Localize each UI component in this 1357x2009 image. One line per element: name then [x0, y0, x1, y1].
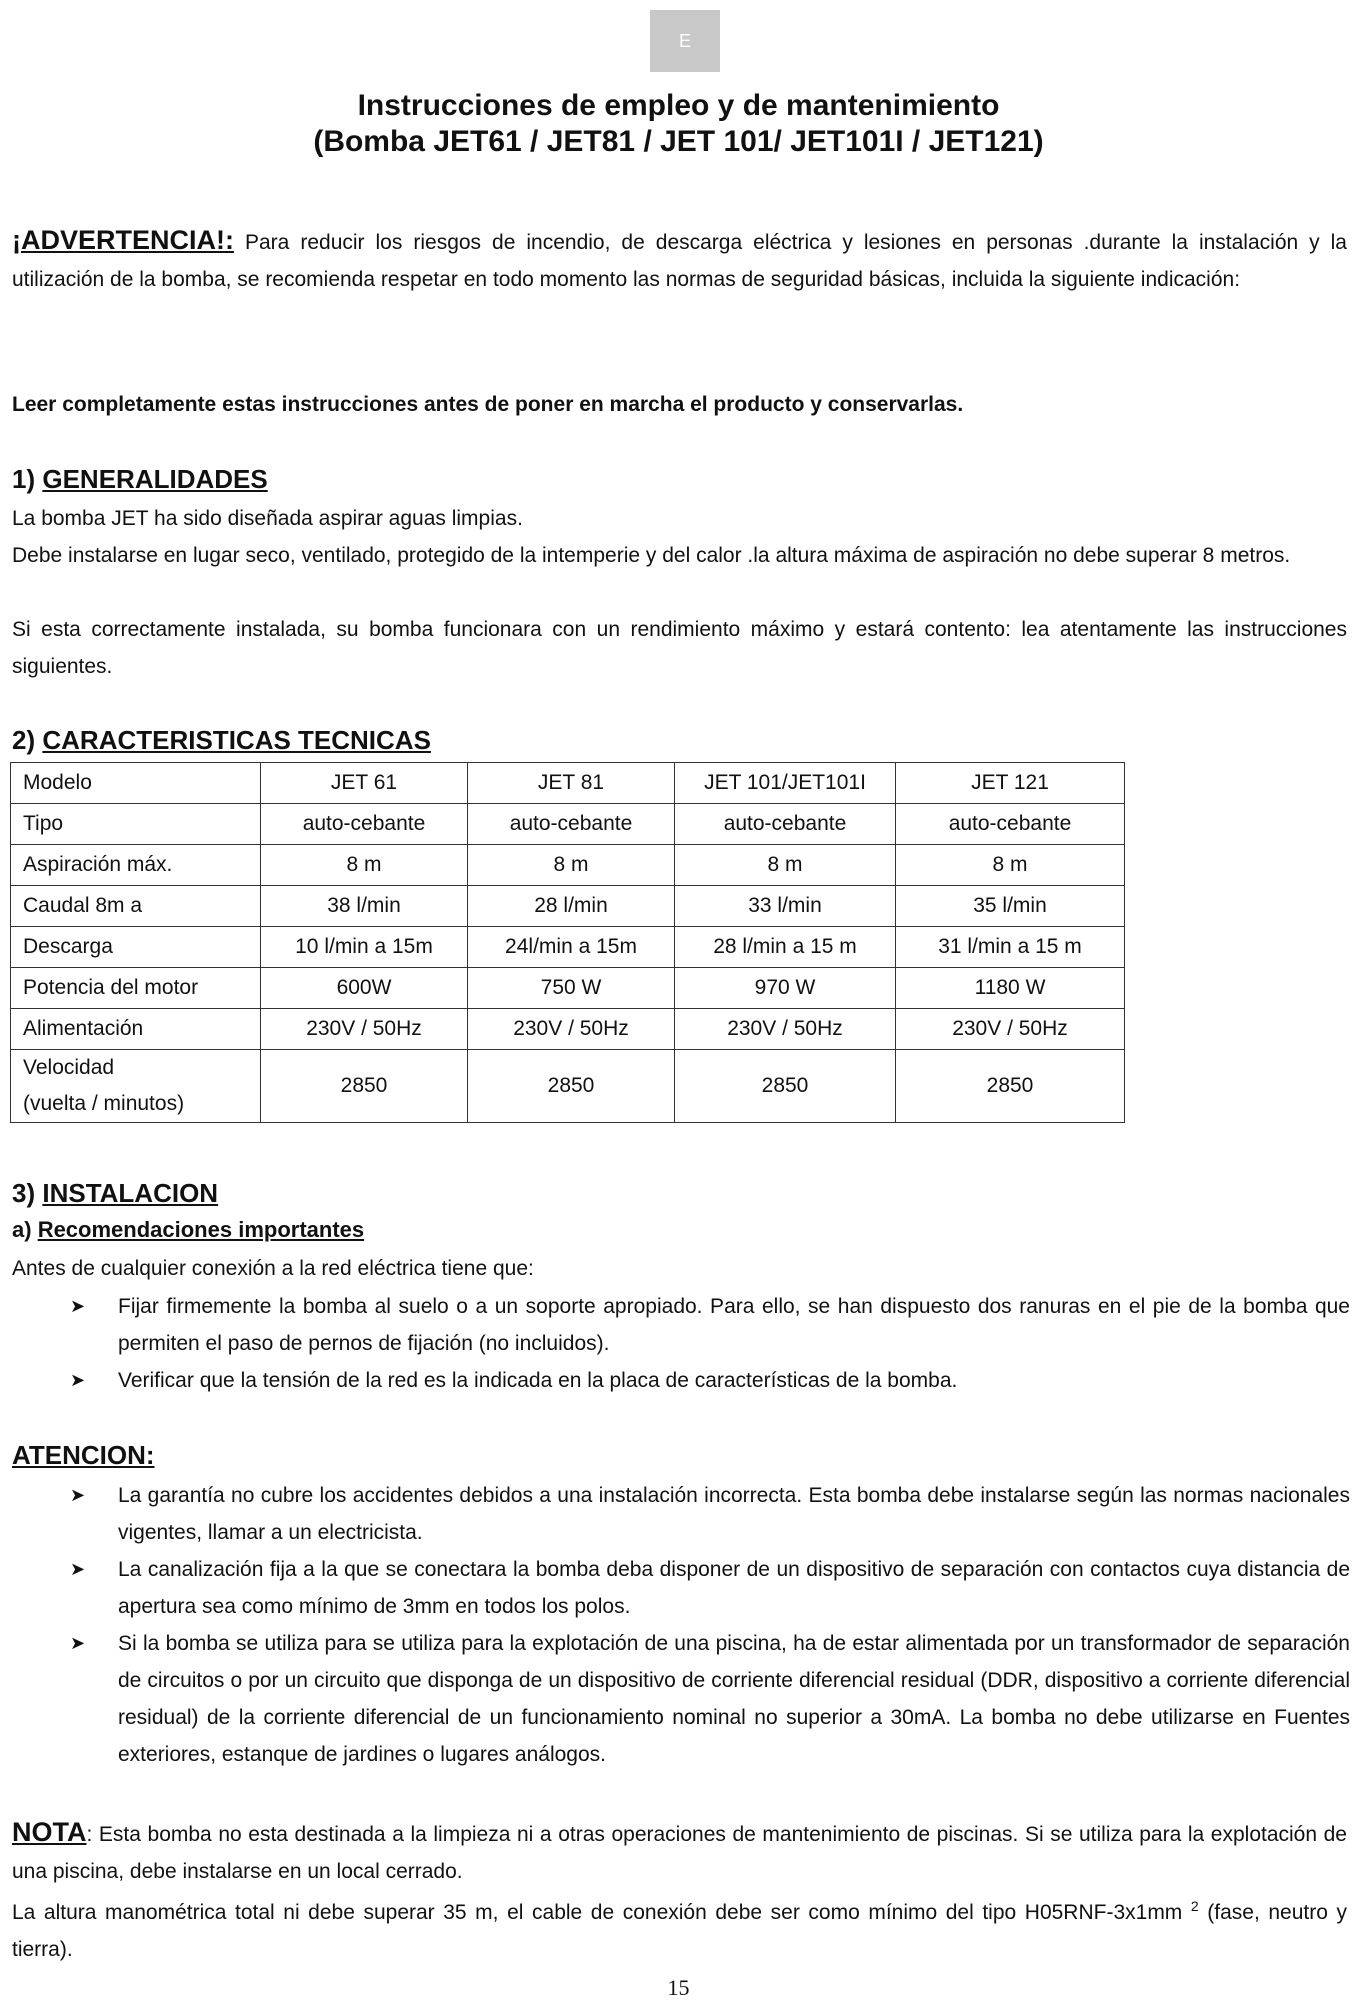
list-item-text: Verificar que la tensión de la red es la indicada en la placa de características de la bomba. [118, 1369, 958, 1392]
nota-cable-text-end: (fase, neutro y tierra). [12, 1901, 1347, 1961]
row-label-line2: (vuelta / minutos) [23, 1092, 185, 1115]
table-cell: 2850 [675, 1050, 896, 1123]
table-cell: 35 l/min [896, 886, 1125, 927]
subsection-title: Recomendaciones importantes [37, 1217, 365, 1242]
arrow-bullet-icon: ➤ [70, 1559, 86, 1579]
table-row [11, 886, 1125, 927]
warning-paragraph [12, 222, 1347, 298]
table-cell: 8 m [896, 845, 1125, 886]
generalidades-p2: Debe instalarse en lugar seco, ventilado, protegido de la intemperie y del calor .la altura máxima de aspiración no debe superar 8 metros. [12, 544, 1291, 567]
table-cell: 8 m [468, 845, 675, 886]
language-tab: E [650, 10, 720, 72]
warning-heading: ¡ADVERTENCIA!: [12, 225, 234, 255]
nota-cable-paragraph [12, 1888, 1347, 1968]
instalacion-bullet-list [70, 1288, 1350, 1399]
subsection-heading-recomendaciones [12, 1217, 364, 1243]
row-label: Aspiración máx. [11, 845, 261, 886]
list-item [70, 1551, 1350, 1625]
page-number: 15 [667, 1975, 690, 2000]
generalidades-p3: Si esta correctamente instalada, su bomba funcionara con un rendimiento máximo y estará contento: lea atentamente las instrucciones siguientes. [12, 618, 1347, 678]
row-label: Modelo [11, 763, 261, 804]
table-cell: 230V / 50Hz [675, 1009, 896, 1050]
arrow-bullet-icon: ➤ [70, 1296, 86, 1316]
table-row [11, 763, 1125, 804]
list-item-text: Si la bomba se utiliza para se utiliza para la explotación de una piscina, ha de estar alimentada por un transformador de separación de circuitos o por un circuito que disponga de un dispositivo de corriente diferencial residual (DDR, dispositivo a corriente diferencial residual) de la corriente diferencial de un funcionamiento nominal no superior a 30mA. La bomba no debe utilizarse en Fuentes exteriores, estanque de jardines o lugares análogos. [118, 1632, 1350, 1766]
table-cell: 2850 [896, 1050, 1125, 1123]
arrow-bullet-icon: ➤ [70, 1633, 86, 1653]
atencion-heading [12, 1440, 155, 1471]
table-cell: 31 l/min a 15 m [896, 927, 1125, 968]
row-label: Potencia del motor [11, 968, 261, 1009]
nota-paragraph [12, 1814, 1347, 1890]
superscript: 2 [1190, 1898, 1199, 1914]
atencion-bullet-list [70, 1477, 1350, 1773]
table-cell: auto-cebante [468, 804, 675, 845]
table-row [11, 927, 1125, 968]
document-title-line2: (Bomba JET61 / JET81 / JET 101/ JET101I / JET121) [313, 125, 1044, 158]
table-cell: 2850 [468, 1050, 675, 1123]
list-item [70, 1625, 1350, 1773]
table-cell: JET 61 [261, 763, 468, 804]
table-cell: 24l/min a 15m [468, 927, 675, 968]
list-item [70, 1288, 1350, 1362]
table-cell: auto-cebante [675, 804, 896, 845]
arrow-bullet-icon: ➤ [70, 1370, 86, 1390]
table-cell: 230V / 50Hz [896, 1009, 1125, 1050]
table-cell: 2850 [261, 1050, 468, 1123]
instalacion-intro: Antes de cualquier conexión a la red eléctrica tiene que: [12, 1257, 534, 1280]
list-item [70, 1477, 1350, 1551]
section-heading-caracteristicas [12, 725, 431, 756]
section-heading-generalidades [12, 464, 268, 495]
table-cell: 28 l/min a 15 m [675, 927, 896, 968]
table-cell: 1180 W [896, 968, 1125, 1009]
section-heading-instalacion [12, 1178, 218, 1209]
table-cell: auto-cebante [896, 804, 1125, 845]
section-number: 1) [12, 464, 36, 494]
table-cell: 8 m [675, 845, 896, 886]
table-row [11, 1050, 1125, 1123]
table-cell: JET 101/JET101I [675, 763, 896, 804]
list-item-text: La canalización fija a la que se conectara la bomba deba disponer de un dispositivo de separación con contactos cuya distancia de apertura sea como mínimo de 3mm en todos los polos. [118, 1558, 1350, 1618]
section-number: 2) [12, 725, 36, 755]
read-notice: Leer completamente estas instrucciones antes de poner en marcha el producto y conservarlas. [12, 393, 964, 416]
list-item [70, 1362, 1350, 1399]
table-row [11, 845, 1125, 886]
row-label: Alimentación [11, 1009, 261, 1050]
row-label: Caudal 8m a [11, 886, 261, 927]
row-label-line1: Velocidad [23, 1056, 115, 1079]
nota-cable-text: La altura manométrica total ni debe superar 35 m, el cable de conexión debe ser como mínimo del tipo H05RNF-3x1mm [12, 1901, 1183, 1924]
section-title: CARACTERISTICAS TECNICAS [42, 725, 431, 755]
generalidades-p1: La bomba JET ha sido diseñada aspirar aguas limpias. [12, 507, 523, 530]
nota-text: : Esta bomba no esta destinada a la limpieza ni a otras operaciones de mantenimiento de piscinas. Si se utiliza para la explotación de una piscina, debe instalarse en un local cerrado. [12, 1823, 1347, 1883]
table-cell: 970 W [675, 968, 896, 1009]
table-row [11, 968, 1125, 1009]
section-title: GENERALIDADES [42, 464, 268, 494]
list-item-text: La garantía no cubre los accidentes debidos a una instalación incorrecta. Esta bomba debe instalarse según las normas nacionales vigentes, llamar a un electricista. [118, 1484, 1350, 1544]
table-cell: 28 l/min [468, 886, 675, 927]
subsection-number: a) [12, 1217, 32, 1242]
table-cell: 750 W [468, 968, 675, 1009]
warning-text: Para reducir los riesgos de incendio, de descarga eléctrica y lesiones en personas .durante la instalación y la utilización de la bomba, se recomienda respetar en todo momento las normas de seguridad básicas, incluida la siguiente indicación: [12, 231, 1347, 291]
table-row [11, 1009, 1125, 1050]
table-cell: 38 l/min [261, 886, 468, 927]
atencion-title: ATENCION: [12, 1440, 155, 1470]
table-cell: 230V / 50Hz [261, 1009, 468, 1050]
row-label: Tipo [11, 804, 261, 845]
row-label [11, 1050, 261, 1123]
section-title: INSTALACION [42, 1178, 219, 1208]
row-label: Descarga [11, 927, 261, 968]
table-cell: 10 l/min a 15m [261, 927, 468, 968]
nota-heading: NOTA [12, 1817, 87, 1847]
section-number: 3) [12, 1178, 36, 1208]
table-cell: 230V / 50Hz [468, 1009, 675, 1050]
table-cell: 600W [261, 968, 468, 1009]
table-row [11, 804, 1125, 845]
list-item-text: Fijar firmemente la bomba al suelo o a un soporte apropiado. Para ello, se han dispuesto dos ranuras en el pie de la bomba que permiten el paso de pernos de fijación (no incluidos). [118, 1295, 1350, 1355]
table-cell: 33 l/min [675, 886, 896, 927]
table-cell: auto-cebante [261, 804, 468, 845]
document-title-line1: Instrucciones de empleo y de mantenimiento [357, 89, 1000, 122]
table-cell: JET 81 [468, 763, 675, 804]
table-cell: JET 121 [896, 763, 1125, 804]
table-cell: 8 m [261, 845, 468, 886]
arrow-bullet-icon: ➤ [70, 1485, 86, 1505]
specifications-table [10, 762, 1125, 1123]
